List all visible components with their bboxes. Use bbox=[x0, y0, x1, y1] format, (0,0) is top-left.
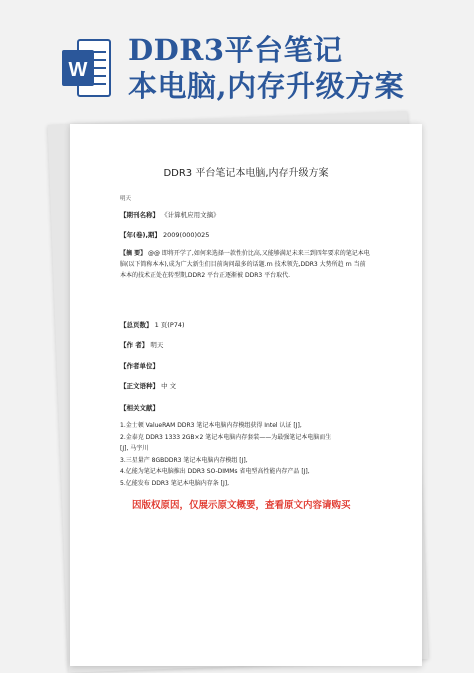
reference-item: 1.金士顿 ValueRAM DDR3 笔记本电脑内存模组获得 Intel 认证 [J], bbox=[120, 422, 302, 429]
field-journal bbox=[120, 210, 220, 219]
word-icon bbox=[62, 38, 112, 98]
field-author bbox=[120, 340, 163, 349]
field-volume-value: 2009(000)025 bbox=[163, 231, 210, 239]
field-journal-value: 《计算机应用文摘》 bbox=[161, 211, 220, 219]
reference-item: 5.亿能发布 DDR3 笔记本电脑内存条 [J], bbox=[120, 479, 230, 487]
reference-item: 2.金泰克 DDR3 1333 2GB×2 笔记本电脑内存套装——为最强笔记本电脑而生 bbox=[120, 433, 332, 441]
field-refs-label: 【相关文献】 bbox=[120, 404, 159, 412]
field-author-label: 【作 者】 bbox=[120, 341, 149, 349]
field-abstract-text: @@ 即将开学了,如何来选择一款性价比高,又能够满足未来三到四年要求的笔记本电脑(以下简称本本),成为广大新生们目前询问最多的话题.rn 技术领先,DDR3 大势所趋 rn 当前本本的技术正处在转型期,DDR2 平台正逐渐被 DDR3 平台取代. bbox=[120, 250, 370, 279]
banner-title-line1: DDR3平台笔记 bbox=[128, 33, 343, 67]
field-unit-label: 【作者单位】 bbox=[120, 362, 159, 370]
field-language-value: 中 文 bbox=[161, 382, 177, 390]
field-author-value: 明天 bbox=[150, 341, 164, 349]
document-page bbox=[70, 124, 422, 666]
field-abstract bbox=[120, 248, 370, 281]
reference-item: 3.三星量产 8GBDDR3 笔记本电脑内存模组 [J], bbox=[120, 456, 248, 464]
reference-list bbox=[120, 420, 400, 489]
reference-item: 4.亿能为笔记本电脑推出 DDR3 SO-DIMMs 省电型高性能内存产品 [J], bbox=[120, 468, 310, 475]
reference-item: [J], 马宇川 bbox=[120, 445, 149, 452]
field-journal-label: 【期刊名称】 bbox=[120, 211, 159, 219]
field-pages bbox=[120, 320, 185, 329]
header-banner bbox=[0, 0, 474, 122]
field-pages-value: 1 页(P74) bbox=[154, 321, 185, 329]
field-volume-label: 【年(卷),期】 bbox=[120, 231, 161, 239]
word-icon-letter: W bbox=[68, 59, 88, 81]
copyright-notice: 因版权原因，仅展示原文概要，查看原文内容请购买 bbox=[132, 500, 351, 511]
field-volume bbox=[120, 230, 209, 239]
document-title: DDR3 平台笔记本电脑,内存升级方案 bbox=[163, 168, 329, 179]
field-pages-label: 【总页数】 bbox=[120, 321, 153, 329]
field-language-label: 【正文语种】 bbox=[120, 382, 159, 390]
field-language bbox=[120, 381, 176, 390]
field-refs bbox=[120, 403, 159, 412]
document-author: 明天 bbox=[120, 196, 132, 202]
banner-title-line2: 本电脑,内存升级方案 bbox=[128, 69, 405, 103]
banner-title bbox=[128, 32, 468, 104]
field-abstract-label: 【摘 要】 bbox=[120, 250, 147, 257]
field-unit bbox=[120, 361, 159, 370]
